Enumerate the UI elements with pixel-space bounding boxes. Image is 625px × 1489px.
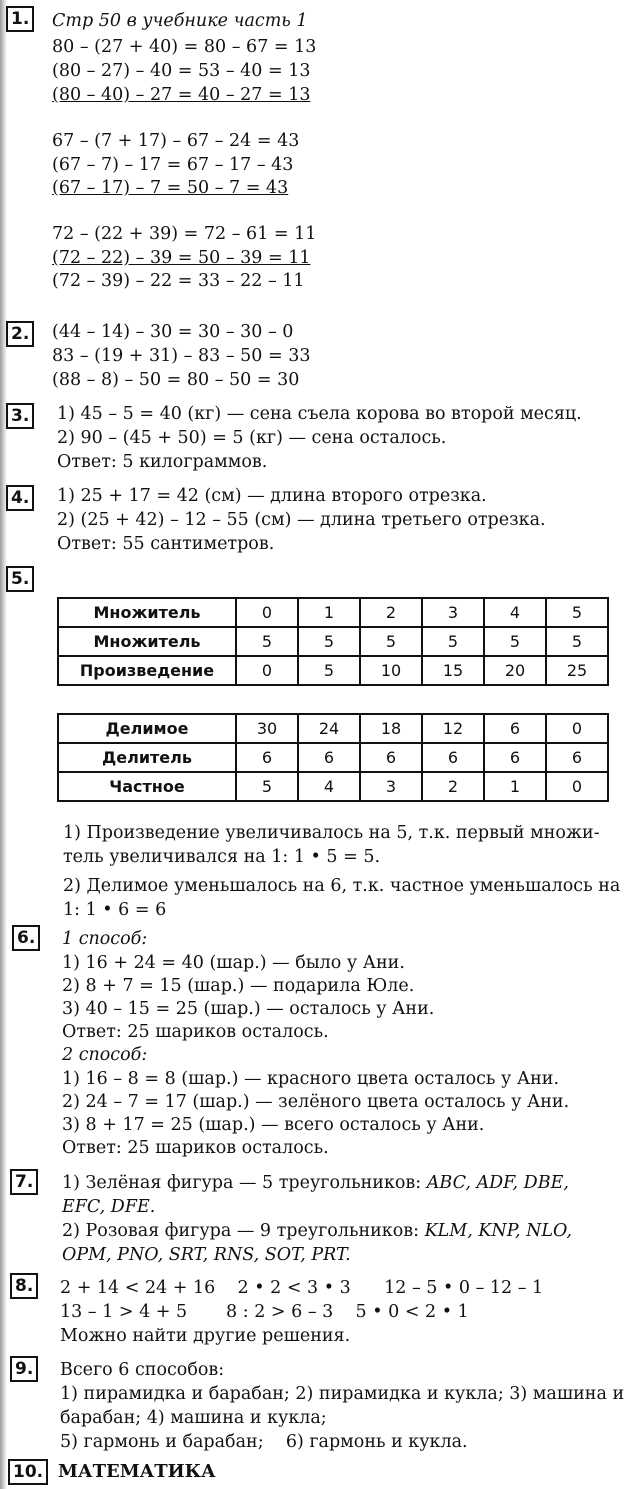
table-cell: 10 — [360, 656, 422, 685]
task-8-line: 2 + 14 < 24 + 16 2 • 2 < 3 • 3 12 – 5 • 0 – 12 – 1 — [60, 1278, 544, 1298]
task-6-way1-heading: 1 способ: — [62, 929, 148, 949]
table-cell: 3 — [422, 598, 484, 627]
table-cell: 5 — [546, 598, 608, 627]
task-4-line: 2) (25 + 42) – 12 – 55 (см) — длина третьего отрезка. — [57, 510, 546, 530]
table-cell: 5 — [236, 627, 298, 656]
task-9-line: 5) гармонь и барабан; 6) гармонь и кукла. — [60, 1432, 468, 1452]
task-6-number: 6. — [12, 925, 40, 951]
row-label: Частное — [58, 772, 236, 801]
table-row — [58, 627, 608, 656]
task-1-line: 67 – (7 + 17) – 67 – 24 = 43 — [52, 131, 300, 151]
table-cell: 0 — [546, 714, 608, 743]
task-3-line: 1) 45 – 5 = 40 (кг) — сена съела корова во второй месяц. — [57, 404, 582, 424]
table-row — [58, 598, 608, 627]
task-9-line: 1) пирамидка и барабан; 2) пирамидка и кукла; 3) машина и — [60, 1384, 625, 1404]
table-cell: 25 — [546, 656, 608, 685]
task-3-line: Ответ: 5 килограммов. — [57, 452, 268, 472]
table-cell: 2 — [422, 772, 484, 801]
table-cell: 5 — [422, 627, 484, 656]
task-1-line: 80 – (27 + 40) = 80 – 67 = 13 — [52, 37, 317, 57]
table-row — [58, 714, 608, 743]
row-label: Произведение — [58, 656, 236, 685]
row-label: Делимое — [58, 714, 236, 743]
task-5-note: 1: 1 • 6 = 6 — [63, 900, 167, 920]
task-6-line: 1) 16 + 24 = 40 (шар.) — было у Ани. — [62, 953, 405, 973]
task-7-number: 7. — [10, 1169, 38, 1195]
table-cell: 3 — [360, 772, 422, 801]
task-8-line: Можно найти другие решения. — [60, 1326, 351, 1346]
table-cell: 24 — [298, 714, 360, 743]
task-2-number: 2. — [6, 321, 34, 347]
task-4-line: 1) 25 + 17 = 42 (см) — длина второго отрезка. — [57, 486, 487, 506]
task-6-line: 3) 40 – 15 = 25 (шар.) — осталось у Ани. — [62, 999, 435, 1019]
table-cell: 20 — [484, 656, 546, 685]
table-cell: 30 — [236, 714, 298, 743]
task-7-triangles: OPM, PNO, SRT, RNS, SOT, PRT. — [62, 1245, 351, 1265]
multiplication-table — [57, 597, 609, 686]
table-cell: 6 — [546, 743, 608, 772]
table-cell: 5 — [484, 627, 546, 656]
task-4-line: Ответ: 55 сантиметров. — [57, 534, 275, 554]
table-cell: 6 — [484, 743, 546, 772]
task-1-heading: Стр 50 в учебнике часть 1 — [52, 11, 308, 31]
table-cell: 15 — [422, 656, 484, 685]
table-cell: 0 — [236, 656, 298, 685]
task-9-line: барабан; 4) машина и кукла; — [60, 1408, 327, 1428]
division-table — [57, 713, 609, 802]
table-cell: 5 — [236, 772, 298, 801]
table-row — [58, 772, 608, 801]
task-6-line: 2) 24 – 7 = 17 (шар.) — зелёного цвета осталось у Ани. — [62, 1092, 570, 1112]
table-cell: 5 — [546, 627, 608, 656]
task-5-note: 2) Делимое уменьшалось на 6, т.к. частное уменьшалось на — [63, 876, 621, 896]
table-cell: 12 — [422, 714, 484, 743]
task-5-number: 5. — [6, 566, 34, 592]
task-7-text: 2) Розовая фигура — 9 треугольников: — [62, 1221, 425, 1241]
table-cell: 4 — [298, 772, 360, 801]
task-1-line: (67 – 7) – 17 = 67 – 17 – 43 — [52, 155, 294, 175]
table-row — [58, 656, 608, 685]
table-cell: 6 — [422, 743, 484, 772]
task-1-line: (80 – 27) – 40 = 53 – 40 = 13 — [52, 61, 311, 81]
task-2-line: (44 – 14) – 30 = 30 – 30 – 0 — [52, 322, 294, 342]
task-5-note: тель увеличивался на 1: 1 • 5 = 5. — [63, 847, 381, 867]
table-row — [58, 743, 608, 772]
task-2-line: (88 – 8) – 50 = 80 – 50 = 30 — [52, 370, 300, 390]
table-cell: 6 — [236, 743, 298, 772]
task-6-line: 1) 16 – 8 = 8 (шар.) — красного цвета осталось у Ани. — [62, 1069, 560, 1089]
task-2-line: 83 – (19 + 31) – 83 – 50 = 33 — [52, 346, 311, 366]
table-cell: 6 — [360, 743, 422, 772]
task-6-line: Ответ: 25 шариков осталось. — [62, 1138, 329, 1158]
task-8-line: 13 – 1 > 4 + 5 8 : 2 > 6 – 3 5 • 0 < 2 • 1 — [60, 1302, 469, 1322]
row-label: Множитель — [58, 627, 236, 656]
table-cell: 5 — [298, 656, 360, 685]
task-7-triangles: KLM, KNP, NLO, — [424, 1221, 572, 1241]
table-cell: 18 — [360, 714, 422, 743]
task-1-line: (72 – 22) – 39 = 50 – 39 = 11 — [52, 248, 311, 268]
task-6-line: 2) 8 + 7 = 15 (шар.) — подарила Юле. — [62, 976, 415, 996]
running-title: МАТЕМАТИКА — [58, 1461, 216, 1482]
task-1-line: (67 – 17) – 7 = 50 – 7 = 43 — [52, 178, 289, 198]
table-cell: 5 — [360, 627, 422, 656]
task-7-text: 1) Зелёная фигура — 5 треугольников: — [62, 1173, 427, 1193]
task-1-line: 72 – (22 + 39) = 72 – 61 = 11 — [52, 224, 317, 244]
task-1-line: (72 – 39) – 22 = 33 – 22 – 11 — [52, 271, 305, 291]
task-1-line: (80 – 40) – 27 = 40 – 27 = 13 — [52, 85, 311, 105]
task-1-number: 1. — [6, 6, 34, 32]
task-6-way2-heading: 2 способ: — [62, 1045, 148, 1065]
table-cell: 4 — [484, 598, 546, 627]
task-7-line — [62, 1172, 569, 1195]
task-9-number: 9. — [10, 1356, 38, 1382]
table-cell: 6 — [484, 714, 546, 743]
table-cell: 5 — [298, 627, 360, 656]
scan-edge — [0, 0, 7, 1489]
task-3-number: 3. — [6, 403, 34, 429]
task-7-line — [62, 1220, 572, 1243]
task-8-number: 8. — [10, 1273, 38, 1299]
table-cell: 0 — [546, 772, 608, 801]
row-label: Делитель — [58, 743, 236, 772]
task-5-note: 1) Произведение увеличивалось на 5, т.к. первый множи- — [63, 823, 600, 843]
table-cell: 1 — [298, 598, 360, 627]
task-7-triangles: ABC, ADF, DBE, — [426, 1173, 569, 1193]
table-cell: 0 — [236, 598, 298, 627]
row-label: Множитель — [58, 598, 236, 627]
task-7-triangles: EFC, DFE. — [62, 1197, 156, 1217]
page-number: 10. — [8, 1459, 48, 1485]
table-cell: 6 — [298, 743, 360, 772]
task-6-line: Ответ: 25 шариков осталось. — [62, 1022, 329, 1042]
task-3-line: 2) 90 – (45 + 50) = 5 (кг) — сена осталось. — [57, 428, 447, 448]
table-cell: 1 — [484, 772, 546, 801]
task-9-line: Всего 6 способов: — [60, 1360, 225, 1380]
table-cell: 2 — [360, 598, 422, 627]
task-4-number: 4. — [6, 485, 34, 511]
task-6-line: 3) 8 + 17 = 25 (шар.) — всего осталось у Ани. — [62, 1115, 485, 1135]
